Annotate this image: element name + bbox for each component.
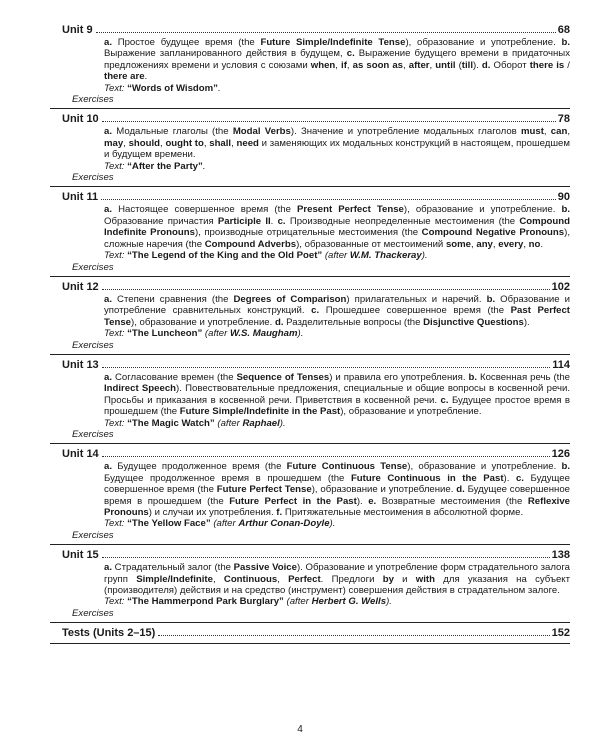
unit-text-line: Text: “The Yellow Face” (after Arthur Conan-Doyle). [104, 518, 336, 530]
bold-term: b. [561, 204, 570, 216]
divider [50, 186, 570, 187]
bold-term: as soon as [352, 59, 404, 71]
text-title: “The Legend of the King and the Old Poet” [127, 250, 323, 262]
description-text: ). [523, 316, 530, 328]
bold-term: Present Perfect Tense [297, 204, 404, 216]
divider [50, 108, 570, 109]
unit-page-number: 126 [551, 448, 570, 461]
description-text: ). [356, 495, 369, 507]
description-text: ), образование и употребление. [340, 406, 482, 418]
bold-term: Compound Negative Pronouns [421, 227, 565, 239]
description-text: ) и случаи их употребления. [148, 507, 277, 518]
description-text: , [403, 59, 409, 71]
description-text: , [212, 573, 224, 585]
unit-title: Unit 9 [62, 24, 93, 36]
leader-dots [102, 120, 556, 122]
unit-text-line: Text: “The Magic Watch” (after Raphael). [104, 417, 286, 429]
unit-text-line: Text: “After the Party”. [104, 160, 206, 172]
bold-term: Future Continuous Tense [286, 461, 408, 473]
bold-term: a. [104, 461, 113, 473]
description-text: , [523, 238, 529, 250]
unit-page-number: 102 [551, 280, 570, 293]
unit-description [104, 126, 570, 160]
bold-term: c. [440, 394, 449, 406]
description-text: Будущее простое время в прошедшем (the [104, 394, 571, 418]
description-text: , [429, 59, 436, 71]
unit-description [104, 204, 570, 250]
description-text: , [231, 137, 237, 149]
bold-term: f. [276, 507, 283, 518]
description-text: ). Повествовательные предложения, специальные и общие вопросы в косвенной речи. Просьбы и приказания в косвенной речи. Приветствия в косвенной речи. [104, 383, 570, 406]
description-text: Будущее продолженное время в прошедшем (the [104, 472, 351, 484]
bold-term: Continuous [223, 573, 278, 585]
bold-term: c. [515, 472, 524, 484]
unit-page-number: 68 [557, 24, 570, 36]
unit-heading [62, 24, 570, 37]
bold-term: must [520, 126, 544, 138]
bold-term: any [476, 238, 493, 250]
bold-term: Future Simple/Indefinite in the Past [179, 406, 341, 418]
bold-term: a. [104, 204, 113, 216]
bold-term: Future Perfect Tense [216, 484, 312, 496]
text-title: “Words of Wisdom” [127, 82, 218, 94]
bold-term: Disjunctive Questions [423, 316, 524, 328]
description-text: Образование причастия [104, 215, 218, 227]
divider [50, 443, 570, 444]
unit-description [104, 294, 570, 328]
leader-dots [96, 31, 556, 33]
unit-page-number: 138 [551, 549, 570, 562]
leader-dots [102, 288, 550, 290]
text-title: “After the Party” [127, 160, 203, 172]
bold-term: may [104, 137, 124, 149]
unit-description [104, 562, 570, 596]
description-text: и заменяющих их модальных конструкций в настоящем, прошедшем и будущем времени. [104, 137, 570, 161]
unit-heading [62, 281, 570, 294]
description-text: ( [455, 59, 462, 71]
description-text: ), образованные от местоимений [296, 238, 446, 250]
description-text: , [203, 137, 210, 149]
bold-term: b. [561, 461, 570, 473]
unit-heading [62, 191, 570, 204]
unit-text-line: Text: “Words of Wisdom”. [104, 82, 221, 94]
unit-page-number: 114 [552, 358, 570, 371]
toc-entry-tests [62, 627, 570, 644]
unit-title: Unit 11 [62, 191, 99, 204]
bold-term: Reflexive Pronouns [104, 495, 570, 518]
description-text: , [567, 126, 571, 138]
unit-title: Unit 15 [62, 549, 99, 562]
bold-term: can [550, 126, 568, 138]
description-text: / [564, 59, 570, 71]
unit-title: Unit 13 [62, 358, 99, 371]
description-text: ). Значение и употребление модальных глаголов [290, 126, 521, 138]
bold-term: ought to [165, 137, 204, 149]
unit-page-number: 78 [557, 113, 570, 126]
description-text: Образование и употребление сравнительных конструкций. [104, 293, 570, 317]
unit-description [104, 372, 570, 418]
unit-exercises: Exercises [72, 94, 114, 106]
description-text: и [393, 573, 416, 585]
divider [50, 276, 570, 277]
unit-heading [62, 549, 570, 562]
bold-term: till [461, 59, 473, 71]
bold-term: every [498, 238, 524, 250]
bold-term: shall [209, 137, 232, 149]
bold-term: Degrees of Comparison [233, 293, 347, 305]
bold-term: Perfect [288, 573, 321, 585]
description-text: ). Образование и употребление форм страдательного залога групп [104, 562, 570, 585]
description-text: , [543, 126, 551, 138]
leader-dots [102, 455, 550, 457]
unit-heading [62, 627, 570, 640]
description-text: , [346, 59, 353, 71]
description-text: Будущее совершенное время в прошедшем (the [104, 484, 570, 507]
bold-term: Future Simple/Indefinite Tense [260, 37, 406, 48]
unit-page-number: 90 [557, 191, 570, 204]
unit-title: Unit 10 [62, 113, 99, 126]
unit-text-line: Text: “The Hammerpond Park Burglary” (after Herbert G. Wells). [104, 596, 392, 608]
bold-term: Sequence of Tenses [236, 371, 330, 383]
toc-entry-unit-12 [62, 281, 570, 355]
bold-term: Indirect Speech [104, 383, 177, 395]
leader-dots [102, 556, 550, 558]
description-text: ) прилагательных и наречий. [346, 293, 487, 305]
bold-term: after [408, 59, 430, 71]
bold-term: c. [346, 48, 355, 60]
description-text: ), производные отрицательные местоимения (the [194, 227, 422, 239]
bold-term: b. [468, 371, 478, 383]
divider [50, 622, 570, 623]
unit-description [104, 37, 570, 83]
description-text: , [123, 137, 129, 149]
description-text: Страдательный залог (the [112, 562, 234, 574]
description-text: Степени сравнения (the [112, 293, 234, 305]
bold-term: Future Continuous in the Past [350, 472, 504, 484]
description-text: ), образование и употребление. [407, 461, 562, 473]
toc-entry-unit-11 [62, 191, 570, 276]
toc-entry-unit-14 [62, 448, 570, 545]
bold-term: no [528, 238, 541, 250]
description-text: ), образование и употребление. [405, 37, 562, 48]
description-text: . [540, 238, 544, 250]
unit-exercises: Exercises [72, 529, 114, 541]
description-text: ), образование и употребление. [403, 204, 562, 216]
text-title: “The Magic Watch” [127, 417, 215, 429]
text-author: W.S. Maugham [230, 328, 298, 340]
description-text: Согласование времен (the [112, 371, 237, 383]
table-of-contents [62, 24, 570, 648]
bold-term: Passive Voice [233, 562, 297, 574]
unit-exercises: Exercises [72, 339, 114, 351]
unit-text-line: Text: “The Luncheon” (after W.S. Maugham). [104, 328, 304, 340]
bold-term: there are [104, 71, 145, 83]
unit-title: Unit 14 [62, 448, 99, 461]
unit-exercises: Exercises [72, 607, 114, 619]
tests-page-number: 152 [551, 627, 570, 640]
leader-dots [102, 366, 551, 368]
leader-dots [101, 198, 556, 200]
page-number: 4 [297, 724, 303, 735]
description-text: ). [473, 59, 482, 71]
description-text: ). [503, 472, 516, 484]
text-title: “The Yellow Face” [127, 518, 211, 530]
divider [50, 354, 570, 355]
bold-term: there is [529, 59, 565, 71]
description-text: Настоящее совершенное время (the [112, 204, 297, 216]
description-text: для указания на субъект (производителя) действия и на средство (инструмент) совершения действия в страдательном залоге. [104, 573, 570, 597]
bold-term: if [341, 59, 347, 71]
bold-term: d. [274, 316, 284, 328]
bold-term: e. [368, 495, 377, 507]
unit-heading [62, 448, 570, 461]
bold-term: d. [456, 484, 465, 496]
bold-term: with [415, 573, 435, 585]
bold-term: b. [486, 293, 496, 305]
unit-title: Unit 12 [62, 280, 99, 293]
bold-term: c. [277, 215, 286, 227]
description-text: , [492, 238, 499, 250]
description-text: , [160, 137, 166, 149]
divider [50, 643, 570, 644]
description-text: Будущее совершенное время (the [104, 472, 570, 496]
toc-entry-unit-10 [62, 113, 570, 187]
unit-heading [62, 113, 570, 126]
description-text: ), образование и употребление. [131, 316, 275, 328]
description-text: Возвратные местоимения (the [376, 495, 528, 507]
bold-term: Future Perfect in the Past [229, 495, 357, 507]
bold-term: a. [104, 37, 113, 48]
text-author: Arthur Conan-Doyle [238, 518, 330, 530]
toc-entry-unit-9 [62, 24, 570, 109]
bold-term: until [435, 59, 456, 71]
bold-term: a. [104, 371, 113, 383]
bold-term: should [128, 137, 161, 149]
description-text: . Предлоги [320, 573, 383, 585]
bold-term: some [445, 238, 472, 250]
description-text: Простое будущее время (the [112, 37, 261, 48]
leader-dots [158, 634, 549, 636]
description-text: Будущее продолженное время (the [112, 461, 287, 473]
bold-term: a. [104, 562, 113, 574]
description-text: , [277, 573, 289, 585]
text-title: “The Hammerpond Park Burglary” [127, 596, 284, 608]
text-author: W.M. Thackeray [349, 250, 422, 262]
description-text: , [335, 59, 342, 71]
bold-term: b. [561, 37, 570, 48]
unit-exercises: Exercises [72, 428, 114, 440]
description-text: ) и правила его употребления. [329, 371, 469, 383]
text-author: Herbert G. Wells [311, 596, 387, 608]
description-text: Притяжательные местоимения в абсолютной форме. [282, 507, 524, 518]
bold-term: need [236, 137, 259, 149]
bold-term: c. [311, 305, 320, 317]
description-text: Косвенная речь (the [477, 371, 571, 383]
toc-entry-unit-15 [62, 549, 570, 623]
unit-exercises: Exercises [72, 172, 114, 184]
text-author: Raphael [242, 417, 280, 429]
description-text: Модальные глаголы (the [112, 126, 233, 138]
bold-term: Simple/Indefinite [136, 573, 213, 585]
description-text: . [144, 71, 148, 83]
bold-term: when [310, 59, 336, 71]
bold-term: Modal Verbs [232, 126, 291, 138]
description-text: Разделительные вопросы (the [283, 316, 424, 328]
divider [50, 544, 570, 545]
bold-term: d. [481, 59, 491, 71]
description-text: ), образование и употребление. [311, 484, 457, 496]
unit-text-line: Text: “The Legend of the King and the Old Poet” (after W.M. Thackeray). [104, 250, 428, 262]
description-text: Оборот [490, 59, 530, 71]
text-title: “The Luncheon” [127, 328, 203, 340]
bold-term: a. [104, 293, 113, 305]
tests-title: Tests (Units 2–15) [62, 627, 156, 640]
bold-term: Past Perfect Tense [104, 305, 571, 328]
bold-term: Compound Indefinite Pronouns [104, 215, 570, 239]
description-text: . [270, 215, 278, 227]
unit-description [104, 461, 570, 518]
description-text: Выражение будущего времени в придаточных предложениях времени и условия с союзами [104, 48, 570, 71]
bold-term: Compound Adverbs [204, 238, 297, 250]
description-text: Прошедшее совершенное время (the [319, 305, 511, 317]
description-text: ), сложные наречия (the [104, 227, 570, 250]
description-text: Выражение запланированного действия в будущем, [104, 48, 347, 60]
bold-term: by [382, 573, 394, 585]
bold-term: Participle II [217, 215, 271, 227]
unit-exercises: Exercises [72, 261, 114, 273]
toc-entry-unit-13 [62, 359, 570, 444]
description-text: , [471, 238, 477, 250]
description-text: Производные неопределенные местоимения (the [285, 215, 520, 227]
bold-term: a. [104, 126, 113, 138]
unit-heading [62, 359, 570, 372]
